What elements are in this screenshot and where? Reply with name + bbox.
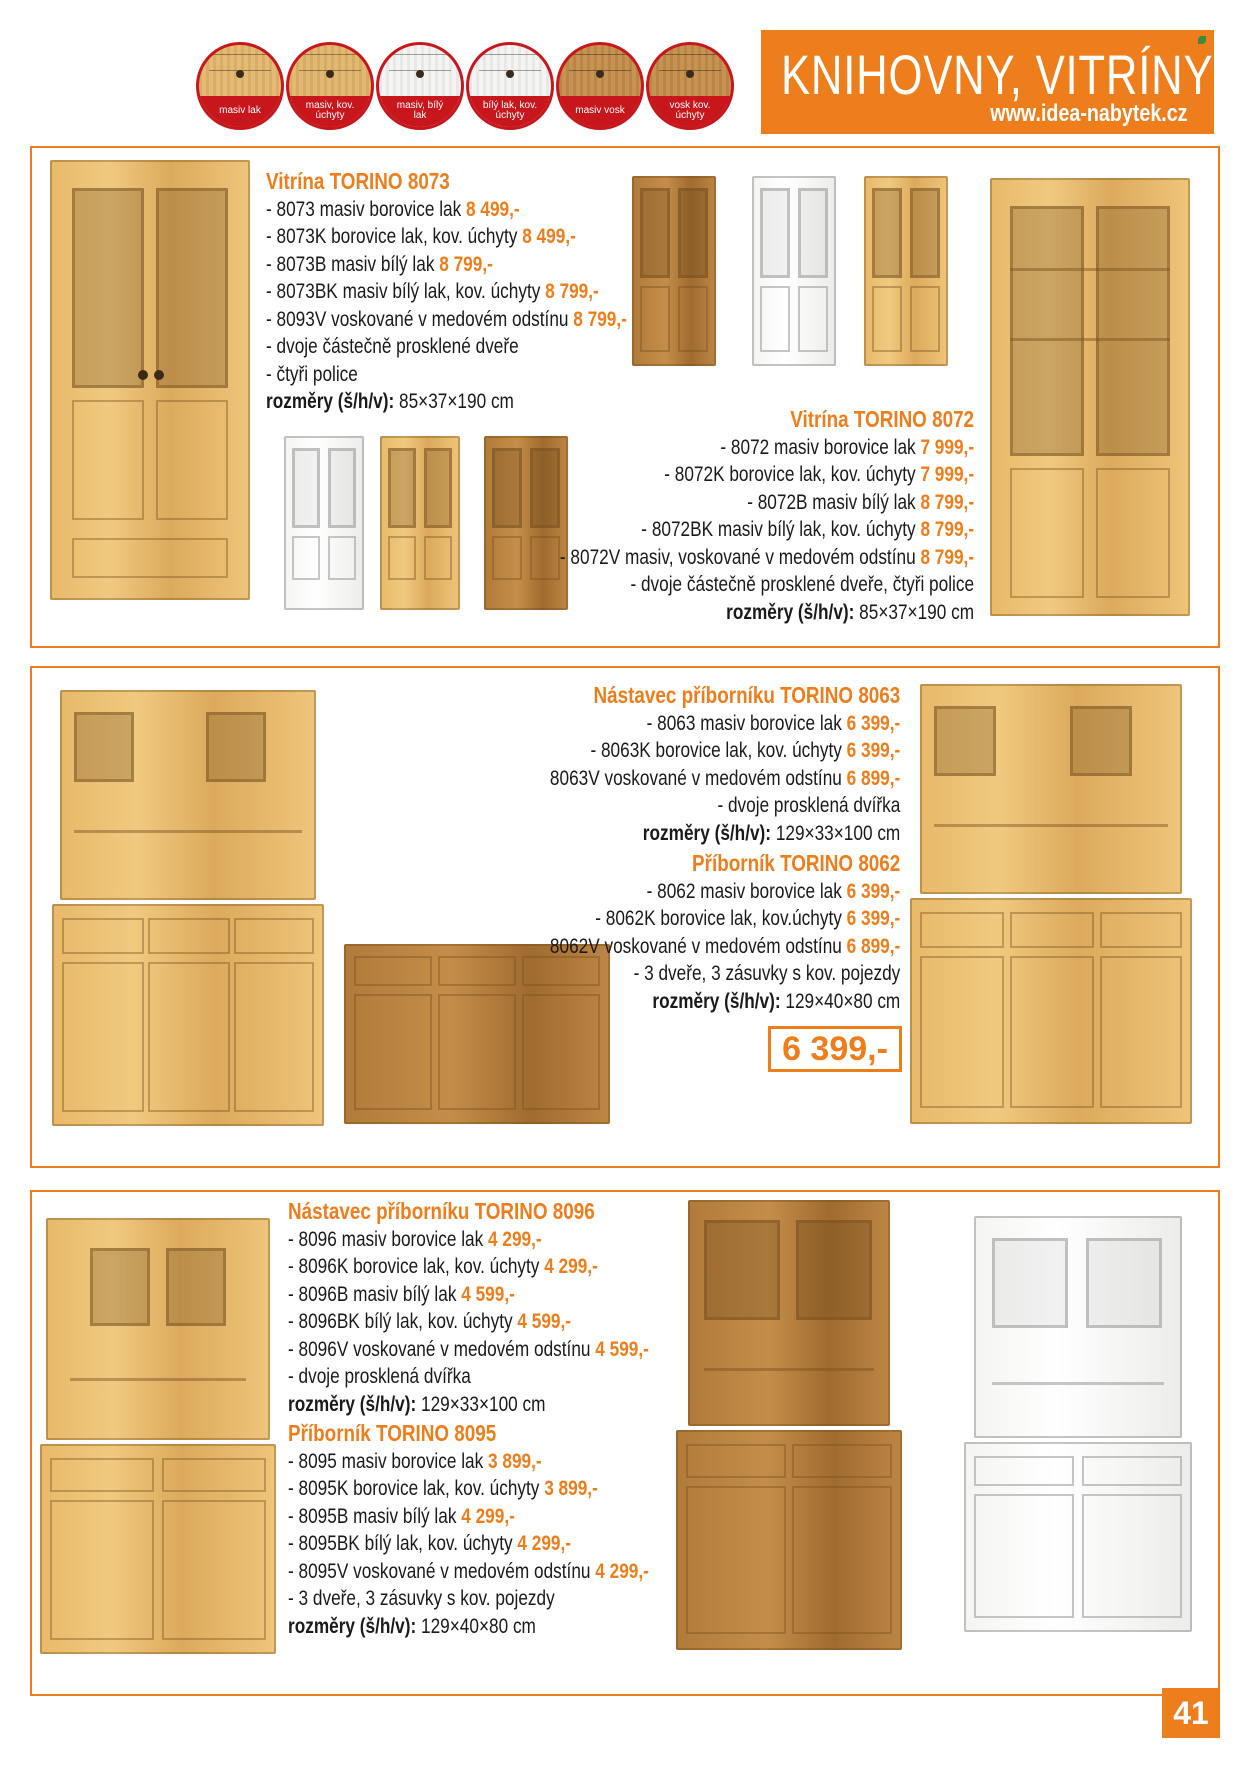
variant-line	[288, 1226, 649, 1254]
variant-text: - 8095B masiv bílý lak	[288, 1504, 462, 1528]
variant-line	[550, 905, 900, 933]
variant-line	[288, 1336, 649, 1364]
product-info-8096	[288, 1198, 728, 1418]
variant-price: 7 999,-	[920, 463, 974, 486]
variant-price: 3 899,-	[544, 1477, 598, 1500]
product-info-8095	[288, 1420, 728, 1640]
variant-price: 8 799,-	[920, 518, 974, 541]
dimensions-value: 129×33×100 cm	[770, 821, 900, 845]
variant-line	[560, 516, 974, 544]
dimensions-line	[288, 1613, 649, 1641]
product-info-8073	[266, 168, 706, 416]
variant-line	[266, 251, 627, 279]
variant-line	[560, 461, 974, 489]
variant-price: 6 899,-	[846, 934, 900, 958]
product-image-pribornik-8062-8063	[52, 690, 324, 1146]
product-image-vitrina-pine-small	[380, 436, 460, 616]
variant-line	[266, 306, 627, 334]
variant-price: 4 299,-	[544, 1255, 598, 1278]
finish-swatch-bily-icon	[376, 42, 464, 130]
dimensions-value: 129×33×100 cm	[416, 1392, 546, 1416]
variant-price: 4 299,-	[461, 1504, 515, 1528]
variant-price: 6 399,-	[846, 907, 900, 930]
variant-line	[266, 278, 627, 306]
product-info-8063	[473, 682, 900, 847]
variant-text: - 8062K borovice lak, kov.úchyty	[594, 907, 847, 930]
product-heading: Nástavec příborníku TORINO 8096	[288, 1198, 595, 1224]
variant-line	[550, 878, 900, 906]
product-image-pribornik-white-tall	[964, 1216, 1192, 1646]
variant-line	[560, 489, 974, 517]
variant-text: 8062V voskované v medovém odstínu	[549, 934, 847, 958]
variant-price: 8 799,-	[920, 490, 974, 514]
variant-text: - 8096BK bílý lak, kov. úchyty	[288, 1310, 518, 1333]
variant-text: - 8093V voskované v medovém odstínu	[266, 307, 574, 331]
variant-text: - 8072 masiv borovice lak	[720, 435, 921, 459]
product-heading: Vitrína TORINO 8073	[266, 168, 450, 194]
variant-line	[266, 333, 627, 361]
dimensions-label: rozměry (š/h/v):	[652, 989, 781, 1013]
product-heading: Nástavec příborníku TORINO 8063	[593, 682, 900, 708]
product-image-vitrina-8072	[990, 178, 1190, 628]
dimensions-line	[550, 820, 900, 848]
variant-price: 4 599,-	[595, 1337, 649, 1361]
variant-price: 4 299,-	[595, 1559, 649, 1583]
product-info-8072	[469, 406, 974, 626]
swatch-label: masiv, bílý lak	[379, 96, 461, 127]
dimensions-line	[560, 599, 974, 627]
swatch-label: vosk kov. úchyty	[649, 96, 731, 127]
variant-line	[550, 960, 900, 988]
swatch-label: masiv lak	[199, 96, 281, 127]
variant-text: - 8072K borovice lak, kov. úchyty	[664, 463, 921, 486]
variant-text: - 8072V masiv, voskované v medovém odstínu	[559, 545, 921, 569]
variant-price: 6 399,-	[846, 879, 900, 903]
variant-price: 8 799,-	[439, 252, 493, 276]
variant-line	[550, 737, 900, 765]
variant-line	[288, 1475, 649, 1503]
dimensions-label: rozměry (š/h/v):	[726, 600, 855, 624]
variant-price: 8 499,-	[522, 225, 576, 248]
variant-text: - 8072BK masiv bílý lak, kov. úchyty	[641, 518, 921, 541]
variant-price: 8 799,-	[573, 307, 627, 331]
variant-price: 4 599,-	[461, 1282, 515, 1306]
variant-text: - dvoje prosklená dvířka	[288, 1365, 471, 1388]
product-heading: Příborník TORINO 8095	[288, 1420, 497, 1446]
product-image-vitrina-pine	[864, 176, 948, 372]
variant-price: 4 299,-	[488, 1227, 542, 1251]
variant-price: 6 399,-	[846, 739, 900, 762]
variant-text: - dvoje částečně prosklené dveře, čtyři police	[630, 573, 974, 596]
variant-text: - 8095K borovice lak, kov. úchyty	[288, 1477, 545, 1500]
website-url: www.idea-nabytek.cz	[990, 100, 1188, 127]
price-badge: 6 399,-	[768, 1026, 902, 1072]
dimensions-label: rozměry (š/h/v):	[288, 1614, 417, 1638]
variant-line	[288, 1585, 649, 1613]
variant-line	[560, 434, 974, 462]
variant-line	[550, 933, 900, 961]
variant-line	[288, 1503, 649, 1531]
dimensions-value: 85×37×190 cm	[854, 600, 974, 624]
dimensions-label: rozměry (š/h/v):	[288, 1392, 417, 1416]
finish-swatch-masiv-kov-icon	[286, 42, 374, 130]
variant-text: - dvoje prosklená dvířka	[717, 794, 900, 817]
variant-line	[560, 571, 974, 599]
product-heading: Příborník TORINO 8062	[691, 850, 900, 876]
variant-price: 4 299,-	[517, 1532, 572, 1555]
product-image-vitrina-white	[752, 176, 836, 372]
variant-price: 3 899,-	[488, 1449, 542, 1473]
variant-text: - 8072B masiv bílý lak	[747, 490, 921, 514]
variant-line	[266, 361, 627, 389]
variant-line	[288, 1253, 649, 1281]
product-image-pribornik-pine-right	[910, 684, 1192, 1144]
variant-text: - 8063K borovice lak, kov. úchyty	[590, 739, 847, 762]
finish-swatch-masiv-lak-icon	[196, 42, 284, 130]
finish-swatch-vosk-icon	[556, 42, 644, 130]
page-title: KNIHOVNY, VITRÍNY	[781, 43, 1214, 106]
variant-price: 8 499,-	[466, 197, 520, 221]
dimensions-line	[550, 988, 900, 1016]
dimensions-line	[288, 1391, 649, 1419]
dimensions-label: rozměry (š/h/v):	[642, 821, 771, 845]
product-image-pribornik-8095-8096	[40, 1218, 276, 1672]
product-image-vitrina-8073	[50, 160, 250, 620]
variant-line	[288, 1530, 649, 1558]
variant-line	[550, 710, 900, 738]
variant-text: - 8095V voskované v medovém odstínu	[288, 1559, 596, 1583]
variant-text: - 8095BK bílý lak, kov. úchyty	[288, 1532, 518, 1555]
variant-text: - 3 dveře, 3 zásuvky s kov. pojezdy	[633, 962, 900, 985]
variant-text: - 3 dveře, 3 zásuvky s kov. pojezdy	[288, 1587, 555, 1610]
variant-text: - 8063 masiv borovice lak	[646, 711, 847, 735]
page-number: 41	[1162, 1688, 1220, 1738]
variant-text: - 8096K borovice lak, kov. úchyty	[288, 1255, 545, 1278]
variant-text: - dvoje částečně prosklené dveře	[266, 335, 519, 358]
variant-price: 6 899,-	[846, 766, 900, 790]
finish-swatch-vosk-kov-icon	[646, 42, 734, 130]
swatch-label: masiv vosk	[559, 96, 641, 127]
variant-text: - 8073BK masiv bílý lak, kov. úchyty	[266, 280, 546, 303]
variant-line	[288, 1363, 649, 1391]
variant-line	[266, 196, 627, 224]
swatch-label: bílý lak, kov. úchyty	[469, 96, 551, 127]
variant-line	[288, 1558, 649, 1586]
variant-text: - 8062 masiv borovice lak	[646, 879, 847, 903]
title-banner	[761, 30, 1214, 134]
variant-text: - 8096V voskované v medovém odstínu	[288, 1337, 596, 1361]
swatch-label: masiv, kov. úchyty	[289, 96, 371, 127]
variant-text: - 8073K borovice lak, kov. úchyty	[266, 225, 523, 248]
variant-line	[560, 544, 974, 572]
variant-price: 8 799,-	[545, 280, 599, 303]
dimensions-value: 129×40×80 cm	[416, 1614, 536, 1638]
finish-swatch-bily-kov-icon	[466, 42, 554, 130]
product-image-vitrina-white-small	[284, 436, 364, 616]
product-info-8062	[473, 850, 900, 1015]
variant-text: 8063V voskované v medovém odstínu	[549, 766, 847, 790]
variant-text: - 8073B masiv bílý lak	[266, 252, 440, 276]
finish-swatches	[196, 42, 736, 134]
variant-line	[266, 223, 627, 251]
variant-line	[550, 792, 900, 820]
variant-text: - 8095 masiv borovice lak	[288, 1449, 489, 1473]
variant-price: 6 399,-	[846, 711, 900, 735]
variant-price: 4 599,-	[517, 1310, 572, 1333]
product-heading: Vitrína TORINO 8072	[790, 406, 974, 432]
dimensions-value: 129×40×80 cm	[780, 989, 900, 1013]
variant-line	[288, 1281, 649, 1309]
variant-price: 8 799,-	[920, 545, 974, 569]
variant-text: - čtyři police	[266, 362, 358, 386]
variant-line	[288, 1448, 649, 1476]
variant-text: - 8096B masiv bílý lak	[288, 1282, 462, 1306]
dimensions-value: 85×37×190 cm	[394, 390, 514, 413]
variant-price: 7 999,-	[920, 435, 974, 459]
variant-line	[550, 765, 900, 793]
variant-text: - 8073 masiv borovice lak	[266, 197, 467, 221]
dimensions-label: rozměry (š/h/v):	[266, 390, 395, 413]
variant-line	[288, 1308, 649, 1336]
variant-text: - 8096 masiv borovice lak	[288, 1227, 489, 1251]
